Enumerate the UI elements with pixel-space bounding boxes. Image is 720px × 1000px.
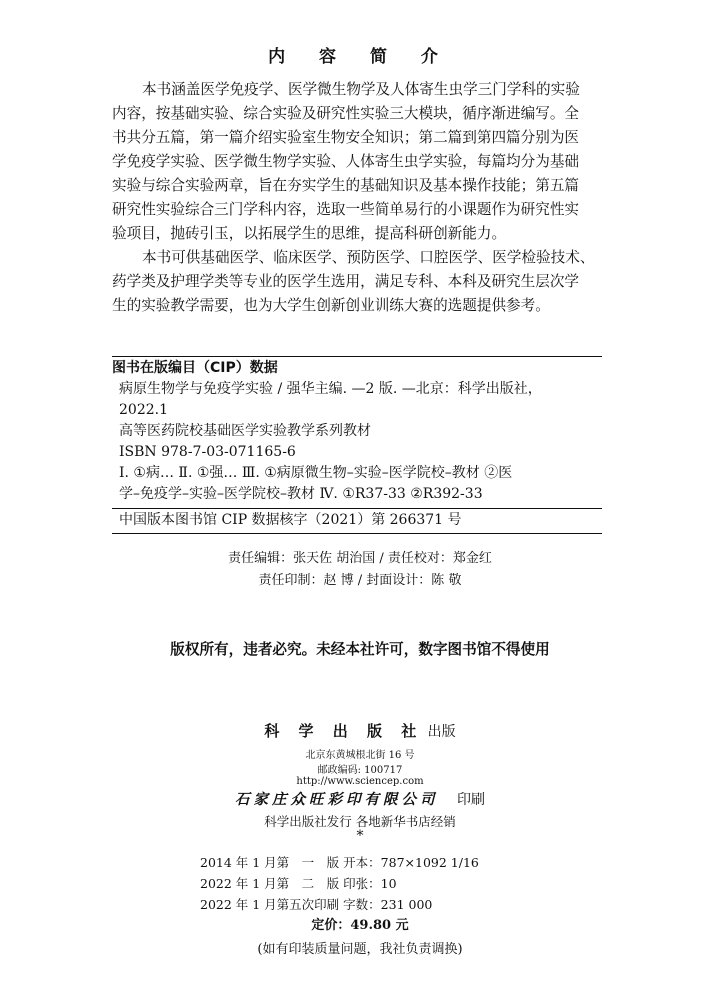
intro-line: 本书涵盖医学免疫学、医学微生物学及人体寄生虫学三门学科的实验 (142, 81, 580, 98)
introduction-text (112, 78, 612, 318)
publisher-name: 科 学 出 版 社 (264, 722, 424, 740)
cip-line: ISBN 978-7-03-071165-6 (119, 444, 296, 460)
price-line (0, 914, 720, 933)
editorial-credits (0, 548, 720, 592)
edition-line: 2022 年 1 月第五次印刷 字数：231 000 (200, 897, 433, 912)
cip-line: 2022.1 (119, 402, 168, 418)
cip-line: 高等医药院校基础医学实验教学系列教材 (119, 423, 371, 439)
printer-suffix: 印刷 (456, 792, 485, 808)
intro-line: 学免疫学实验、医学微生物学实验、人体寄生虫学实验，每篇均分为基础 (112, 153, 580, 170)
edition-line: 2022 年 1 月第 二 版 印张：10 (200, 876, 397, 891)
intro-line: 内容，按基础实验、综合实验及研究性实验三大模块，循序渐进编写。全 (112, 105, 580, 122)
publisher-suffix: 出版 (427, 724, 456, 740)
intro-line: 研究性实验综合三门学科内容，选取一些简单易行的小课题作为研究性实 (112, 201, 580, 218)
intro-line: 实验与综合实验两章，旨在夯实学生的基础知识及基本操作技能；第五篇 (112, 177, 580, 194)
intro-line: 药学类及护理学类等专业的医学生选用，满足专科、本科及研究生层次学 (112, 273, 580, 290)
copyright-notice: 版权所有，违者必究。未经本社许可，数字图书馆不得使用 (170, 641, 550, 658)
quality-note: (如有印装质量问题，我社负责调换) (257, 942, 463, 957)
intro-line: 验项目，抛砖引玉，以拓展学生的思维，提高科研创新能力。 (112, 225, 507, 242)
cip-line: 病原生物学与免疫学实验 / 强华主编. —2 版. —北京：科学出版社， (119, 381, 542, 397)
printer-name: 石家庄众旺彩印有限公司 (235, 791, 439, 808)
distribution-line: 科学出版社发行 各地新华书店经销 (264, 814, 456, 829)
publisher-line (0, 720, 720, 741)
cip-data-block (112, 356, 602, 534)
publisher-zip: 邮政编码: 100717 (317, 765, 403, 776)
intro-line: 本书可供基础医学、临床医学、预防医学、口腔医学、医学检验技术、 (142, 249, 595, 266)
intro-line: 生的实验教学需要，也为大学生创新创业训练大赛的选题提供参考。 (112, 297, 550, 314)
cip-footer: 中国版本图书馆 CIP 数据核字（2021）第 266371 号 (112, 508, 602, 531)
credit-line: 责任印制：赵 博 / 封面设计：陈 敬 (258, 573, 462, 588)
credit-line: 责任编辑：张天佐 胡治国 / 责任校对：郑金红 (228, 551, 492, 566)
price-value: 49.80 元 (350, 918, 409, 933)
cip-line: Ⅰ. ①病… Ⅱ. ①强… Ⅲ. ①病原微生物–实验–医学院校–教材 ②医 (119, 465, 513, 481)
publisher-website: http://www.sciencep.com (296, 776, 424, 787)
cip-heading: 图书在版编目（CIP）数据 (112, 360, 278, 376)
intro-line: 书共分五篇，第一篇介绍实验室生物安全知识；第二篇到第四篇分别为医 (112, 129, 580, 146)
cip-line: 学–免疫学–实验–医学院校–教材 Ⅳ. ①R37-33 ②R392-33 (119, 486, 483, 502)
edition-info (200, 852, 479, 915)
section-title: 内 容 简 介 (268, 47, 452, 67)
publisher-address: 北京东黄城根北街 16 号 (305, 750, 415, 761)
price-label: 定价： (311, 918, 351, 933)
edition-line: 2014 年 1 月第 一 版 开本：787×1092 1/16 (200, 855, 479, 870)
star-separator: * (356, 828, 364, 844)
printer-line (0, 788, 720, 809)
